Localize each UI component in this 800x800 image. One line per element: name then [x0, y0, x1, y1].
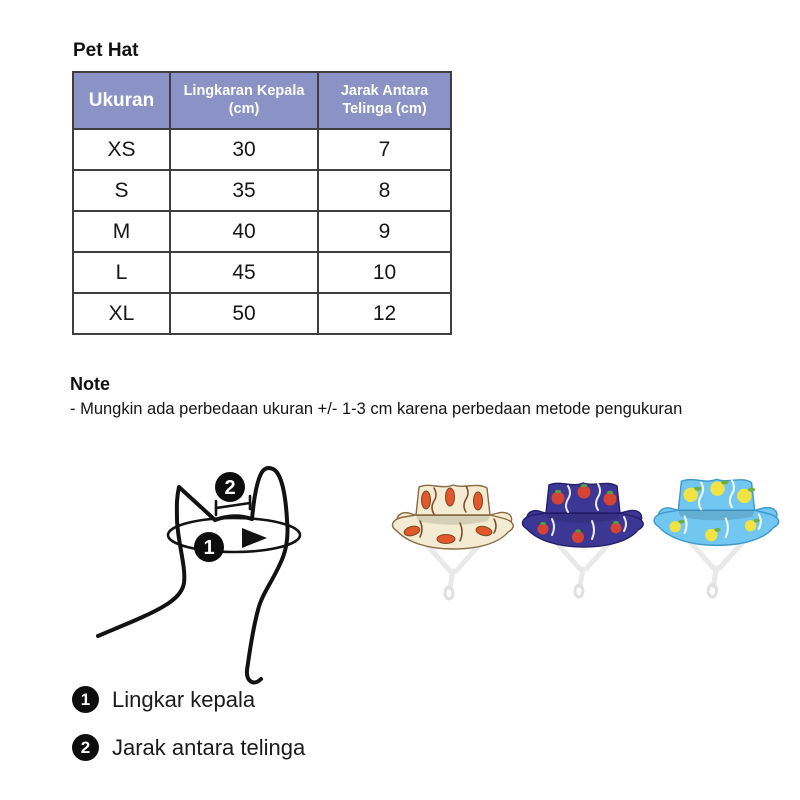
size-chart-table: [72, 71, 452, 335]
table-header-row: [73, 72, 451, 129]
ear-distance-cell: 9: [318, 211, 451, 252]
page-title: Pet Hat: [73, 40, 139, 61]
cat-measurement-diagram: [58, 442, 363, 697]
head-circumference-cell: 40: [170, 211, 318, 252]
head-circumference-cell: 50: [170, 293, 318, 334]
cat-left-ear-and-body-line: [98, 487, 215, 636]
head-circumference-cell: 30: [170, 129, 318, 170]
size-cell: L: [73, 252, 170, 293]
legend-label: Lingkar kepala: [112, 686, 256, 712]
product-image-lemon-hat: [646, 468, 788, 600]
header-lingkaran-kepala: [170, 72, 318, 129]
head-circumference-cell: 45: [170, 252, 318, 293]
note-heading: Note: [70, 374, 110, 394]
head-circumference-cell: 35: [170, 170, 318, 211]
size-cell: XS: [73, 129, 170, 170]
note-text: - Mungkin ada perbedaan ukuran +/- 1-3 cm karena perbedaan metode pengukuran: [70, 400, 683, 418]
cat-right-ear-and-body-line: [247, 468, 288, 682]
svg-text:2: 2: [224, 477, 236, 499]
table-row: [73, 252, 451, 293]
size-cell: S: [73, 170, 170, 211]
legend-label: Jarak antara telinga: [112, 734, 306, 760]
table-row: [73, 211, 451, 252]
table-row: [73, 170, 451, 211]
table-row: [73, 293, 451, 334]
legend-badge-2: 2: [72, 734, 99, 761]
product-image-strawberry-hat: [516, 472, 651, 600]
ear-distance-cell: 12: [318, 293, 451, 334]
header-ukuran: Ukuran: [73, 72, 170, 129]
measure-arrow-icon: [242, 528, 267, 548]
ear-distance-cell: 10: [318, 252, 451, 293]
ear-distance-cell: 8: [318, 170, 451, 211]
product-image-koi-hat: [386, 474, 521, 602]
size-cell: XL: [73, 293, 170, 334]
header-line: Jarak Antara: [340, 83, 429, 100]
marker-2-badge: [215, 472, 245, 502]
legend-item-head-circumference: [72, 686, 255, 713]
header-line: (cm): [228, 100, 260, 117]
legend-badge-1: 1: [72, 686, 99, 713]
head-circumference-measure-ellipse: [168, 518, 300, 552]
header-line: Lingkaran Kepala: [183, 83, 305, 100]
svg-text:1: 1: [203, 537, 215, 559]
size-cell: M: [73, 211, 170, 252]
marker-1-badge: [194, 532, 224, 562]
header-line: Telinga (cm): [342, 100, 427, 117]
header-jarak-antara-telinga: [318, 72, 451, 129]
table-row: [73, 129, 451, 170]
ear-distance-cell: 7: [318, 129, 451, 170]
legend-item-ear-distance: [72, 734, 305, 761]
